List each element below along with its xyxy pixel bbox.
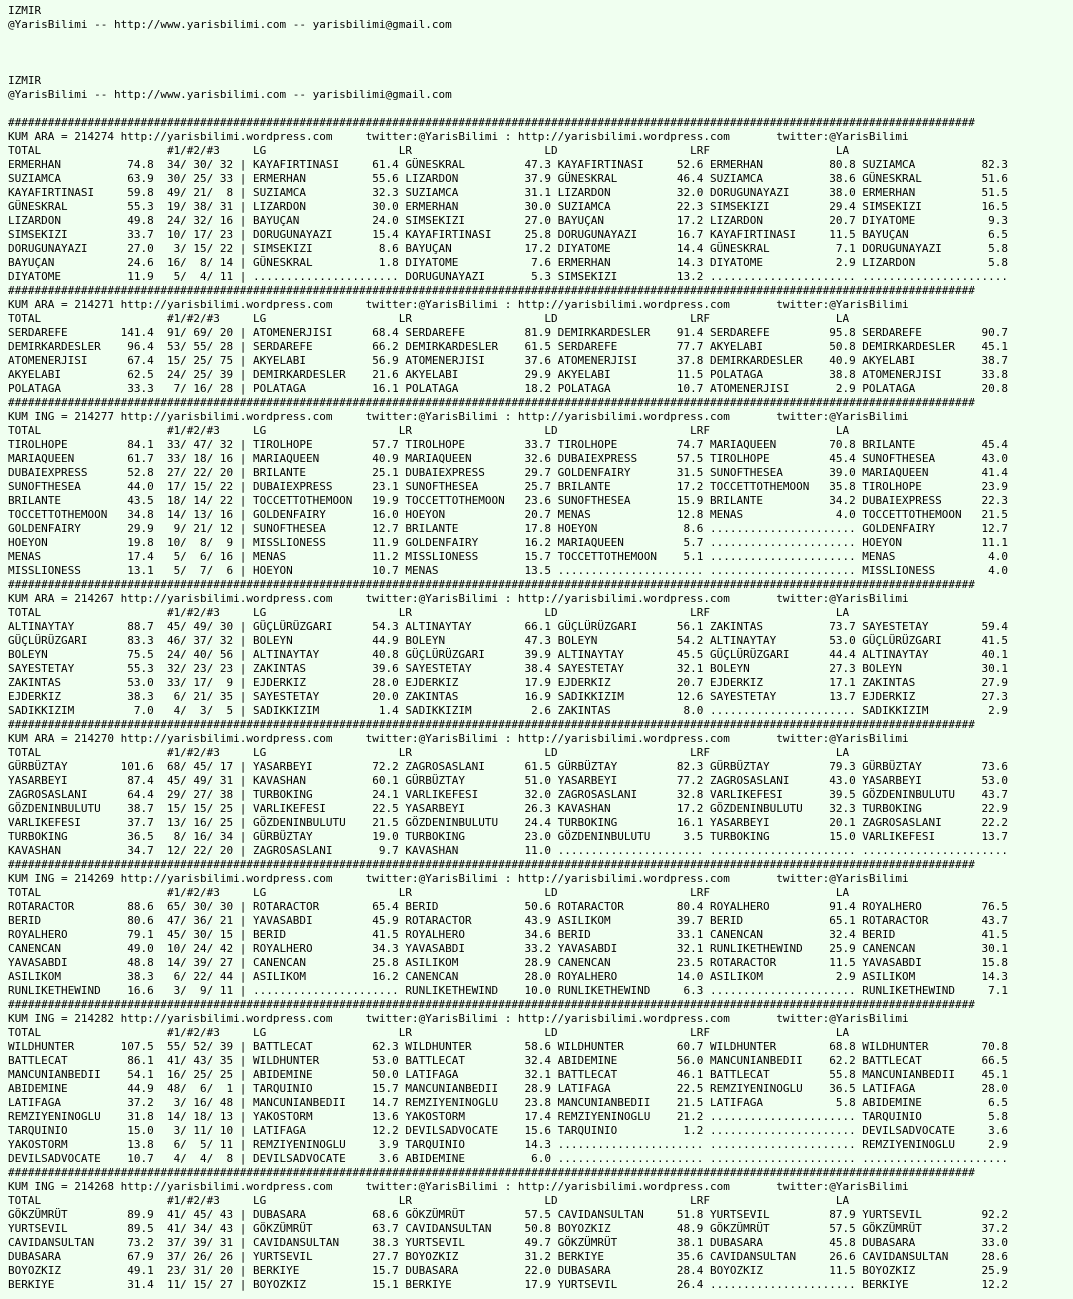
table-row: ABIDEMINE 44.9 48/ 6/ 1 | TARQUINIO 15.7 MANCUNIANBEDII 28.9 LATIFAGA 22.5 REMZIYENINOGLU 36.5 LATIFAGA 28.0 — [8, 1082, 1009, 1095]
table-row: ZAGROSASLANI 64.4 29/ 27/ 38 | TURBOKING 24.1 VARLIKEFESI 32.0 ZAGROSASLANI 32.8 VARLIKEFESI 39.5 GÖZDENINBULUTU 43.7 — [8, 788, 1009, 801]
table-row: VARLIKEFESI 37.7 13/ 16/ 25 | GÖZDENINBULUTU 21.5 GÖZDENINBULUTU 24.4 TURBOKING 16.1 YASARBEYI 20.1 ZAGROSASLANI 22.2 — [8, 816, 1009, 829]
separator-line: ################################################################################################################################################## — [8, 858, 975, 871]
table-row: YASARBEYI 87.4 45/ 49/ 31 | KAVASHAN 60.1 GÜRBÜZTAY 51.0 YASARBEYI 77.2 ZAGROSASLANI 43.0 YASARBEYI 53.0 — [8, 774, 1009, 787]
table-row: MANCUNIANBEDII 54.1 16/ 25/ 25 | ABIDEMINE 50.0 LATIFAGA 32.1 BATTLECAT 46.1 BATTLECAT 55.8 MANCUNIANBEDII 45.1 — [8, 1068, 1009, 1081]
table-row: REMZIYENINOGLU 31.8 14/ 18/ 13 | YAKOSTORM 13.6 YAKOSTORM 17.4 REMZIYENINOGLU 21.2 ...................... TARQUINIO 5.8 — [8, 1110, 1009, 1123]
table-row: SIMSEKIZI 33.7 10/ 17/ 23 | DORUGUNAYAZI 15.4 KAYAFIRTINASI 25.8 DORUGUNAYAZI 16.7 KAYAFIRTINASI 11.5 BAYUÇAN 6.5 — [8, 228, 1009, 241]
race-header-line: KUM ARA = 214270 http://yarisbilimi.wordpress.com twitter:@YarisBilimi : http://yarisbilimi.wordpress.com twitter:@YarisBilimi — [8, 732, 909, 745]
separator-line: ################################################################################################################################################## — [8, 284, 975, 297]
table-row: DEMIRKARDESLER 96.4 53/ 55/ 28 | SERDAREFE 66.2 DEMIRKARDESLER 61.5 SERDAREFE 77.7 AKYELABI 50.8 DEMIRKARDESLER 45.1 — [8, 340, 1009, 353]
city-title: IZMIR — [8, 4, 42, 17]
table-row: AKYELABI 62.5 24/ 25/ 39 | DEMIRKARDESLER 21.6 AKYELABI 29.9 AKYELABI 11.5 POLATAGA 38.8 ATOMENERJISI 33.8 — [8, 368, 1009, 381]
table-row: POLATAGA 33.3 7/ 16/ 28 | POLATAGA 16.1 POLATAGA 18.2 POLATAGA 10.7 ATOMENERJISI 2.9 POLATAGA 20.8 — [8, 382, 1009, 395]
table-row: TURBOKING 36.5 8/ 16/ 34 | GÜRBÜZTAY 19.0 TURBOKING 23.0 GÖZDENINBULUTU 3.5 TURBOKING 15.0 VARLIKEFESI 13.7 — [8, 830, 1009, 843]
race-header-line: KUM ING = 214269 http://yarisbilimi.wordpress.com twitter:@YarisBilimi : http://yarisbilimi.wordpress.com twitter:@YarisBilimi — [8, 872, 909, 885]
table-row: DUBASARA 67.9 37/ 26/ 26 | YURTSEVIL 27.7 BOYOZKIZ 31.2 BERKIYE 35.6 CAVIDANSULTAN 26.6 CAVIDANSULTAN 28.6 — [8, 1250, 1009, 1263]
table-row: GÖKZÜMRÜT 89.9 41/ 45/ 43 | DUBASARA 68.6 GÖKZÜMRÜT 57.5 CAVIDANSULTAN 51.8 YURTSEVIL 87.9 YURTSEVIL 92.2 — [8, 1208, 1009, 1221]
table-row: KAYAFIRTINASI 59.8 49/ 21/ 8 | SUZIAMCA 32.3 SUZIAMCA 31.1 LIZARDON 32.0 DORUGUNAYAZI 38.0 ERMERHAN 51.5 — [8, 186, 1009, 199]
separator-line: ################################################################################################################################################## — [8, 718, 975, 731]
column-header-line: TOTAL #1/#2/#3 LG LR LD LRF LA — [8, 886, 850, 899]
blank-line — [8, 60, 1065, 74]
race-header-line: KUM ING = 214277 http://yarisbilimi.wordpress.com twitter:@YarisBilimi : http://yarisbilimi.wordpress.com twitter:@YarisBilimi — [8, 410, 909, 423]
blank-line — [8, 102, 1065, 116]
table-row: BRILANTE 43.5 18/ 14/ 22 | TOCCETTOTHEMOON 19.9 TOCCETTOTHEMOON 23.6 SUNOFTHESEA 15.9 BRILANTE 34.2 DUBAIEXPRESS 22.3 — [8, 494, 1009, 507]
table-row: MARIAQUEEN 61.7 33/ 18/ 16 | MARIAQUEEN 40.9 MARIAQUEEN 32.6 DUBAIEXPRESS 57.5 TIROLHOPE 45.4 SUNOFTHESEA 43.0 — [8, 452, 1009, 465]
table-row: SERDAREFE 141.4 91/ 69/ 20 | ATOMENERJISI 68.4 SERDAREFE 81.9 DEMIRKARDESLER 91.4 SERDAREFE 95.8 SERDAREFE 90.7 — [8, 326, 1009, 339]
table-row: ERMERHAN 74.8 34/ 30/ 32 | KAYAFIRTINASI 61.4 GÜNESKRAL 47.3 KAYAFIRTINASI 52.6 ERMERHAN 80.8 SUZIAMCA 82.3 — [8, 158, 1009, 171]
table-row: GÜNESKRAL 55.3 19/ 38/ 31 | LIZARDON 30.0 ERMERHAN 30.0 SUZIAMCA 22.3 SIMSEKIZI 29.4 SIMSEKIZI 16.5 — [8, 200, 1009, 213]
table-row: CAVIDANSULTAN 73.2 37/ 39/ 31 | CAVIDANSULTAN 38.3 YURTSEVIL 49.7 GÖKZÜMRÜT 38.1 DUBASARA 45.8 DUBASARA 33.0 — [8, 1236, 1009, 1249]
separator-line: ################################################################################################################################################## — [8, 396, 975, 409]
race-header-line: KUM ARA = 214274 http://yarisbilimi.wordpress.com twitter:@YarisBilimi : http://yarisbilimi.wordpress.com twitter:@YarisBilimi — [8, 130, 909, 143]
table-row: DORUGUNAYAZI 27.0 3/ 15/ 22 | SIMSEKIZI 8.6 BAYUÇAN 17.2 DIYATOME 14.4 GÜNESKRAL 7.1 DORUGUNAYAZI 5.8 — [8, 242, 1009, 255]
table-row: BERID 80.6 47/ 36/ 21 | YAVASABDI 45.9 ROTARACTOR 43.9 ASILIKOM 39.7 BERID 65.1 ROTARACTOR 43.7 — [8, 914, 1009, 927]
table-row: KAVASHAN 34.7 12/ 22/ 20 | ZAGROSASLANI 9.7 KAVASHAN 11.0 ...................... ...................... ...................... — [8, 844, 1009, 857]
race-header-line: KUM ARA = 214267 http://yarisbilimi.wordpress.com twitter:@YarisBilimi : http://yarisbilimi.wordpress.com twitter:@YarisBilimi — [8, 592, 909, 605]
contact-line: @YarisBilimi -- http://www.yarisbilimi.com -- yarisbilimi@gmail.com — [8, 88, 452, 101]
column-header-line: TOTAL #1/#2/#3 LG LR LD LRF LA — [8, 1026, 850, 1039]
separator-line: ################################################################################################################################################## — [8, 116, 975, 129]
table-row: ALTINAYTAY 88.7 45/ 49/ 30 | GÜÇLÜRÜZGARI 54.3 ALTINAYTAY 66.1 GÜÇLÜRÜZGARI 56.1 ZAKINTAS 73.7 SAYESTETAY 59.4 — [8, 620, 1009, 633]
table-row: YAKOSTORM 13.8 6/ 5/ 11 | REMZIYENINOGLU 3.9 TARQUINIO 14.3 ...................... ...................... REMZIYENINOGLU 2.9 — [8, 1138, 1009, 1151]
table-row: SADIKKIZIM 7.0 4/ 3/ 5 | SADIKKIZIM 1.4 SADIKKIZIM 2.6 ZAKINTAS 8.0 ...................... SADIKKIZIM 2.9 — [8, 704, 1009, 717]
table-row: ASILIKOM 38.3 6/ 22/ 44 | ASILIKOM 16.2 CANENCAN 28.0 ROYALHERO 14.0 ASILIKOM 2.9 ASILIKOM 14.3 — [8, 970, 1009, 983]
table-row: TOCCETTOTHEMOON 34.8 14/ 13/ 16 | GOLDENFAIRY 16.0 HOEYON 20.7 MENAS 12.8 MENAS 4.0 TOCCETTOTHEMOON 21.5 — [8, 508, 1009, 521]
table-row: BOYOZKIZ 49.1 23/ 31/ 20 | BERKIYE 15.7 DUBASARA 22.0 DUBASARA 28.4 BOYOZKIZ 11.5 BOYOZKIZ 25.9 — [8, 1264, 1009, 1277]
separator-line: ################################################################################################################################################## — [8, 1166, 975, 1179]
table-row: SAYESTETAY 55.3 32/ 23/ 23 | ZAKINTAS 39.6 SAYESTETAY 38.4 SAYESTETAY 32.1 BOLEYN 27.3 BOLEYN 30.1 — [8, 662, 1009, 675]
separator-line: ################################################################################################################################################## — [8, 578, 975, 591]
table-row: DUBAIEXPRESS 52.8 27/ 22/ 20 | BRILANTE 25.1 DUBAIEXPRESS 29.7 GOLDENFAIRY 31.5 SUNOFTHESEA 39.0 MARIAQUEEN 41.4 — [8, 466, 1009, 479]
separator-line: ################################################################################################################################################## — [8, 998, 975, 1011]
table-row: DEVILSADVOCATE 10.7 4/ 4/ 8 | DEVILSADVOCATE 3.6 ABIDEMINE 6.0 ...................... ...................... ...................... — [8, 1152, 1009, 1165]
table-row: TARQUINIO 15.0 3/ 11/ 10 | LATIFAGA 12.2 DEVILSADVOCATE 15.6 TARQUINIO 1.2 ...................... DEVILSADVOCATE 3.6 — [8, 1124, 1009, 1137]
table-row: MENAS 17.4 5/ 6/ 16 | MENAS 11.2 MISSLIONESS 15.7 TOCCETTOTHEMOON 5.1 ...................... MENAS 4.0 — [8, 550, 1009, 563]
table-row: ROTARACTOR 88.6 65/ 30/ 30 | ROTARACTOR 65.4 BERID 50.6 ROTARACTOR 80.4 ROYALHERO 91.4 ROYALHERO 76.5 — [8, 900, 1009, 913]
table-row: BATTLECAT 86.1 41/ 43/ 35 | WILDHUNTER 53.0 BATTLECAT 32.4 ABIDEMINE 56.0 MANCUNIANBEDII 62.2 BATTLECAT 66.5 — [8, 1054, 1009, 1067]
blank-line — [8, 46, 1065, 60]
column-header-line: TOTAL #1/#2/#3 LG LR LD LRF LA — [8, 1194, 850, 1207]
table-row: GOLDENFAIRY 29.9 9/ 21/ 12 | SUNOFTHESEA 12.7 BRILANTE 17.8 HOEYON 8.6 ...................... GOLDENFAIRY 12.7 — [8, 522, 1009, 535]
table-row: BAYUÇAN 24.6 16/ 8/ 14 | GÜNESKRAL 1.8 DIYATOME 7.6 ERMERHAN 14.3 DIYATOME 2.9 LIZARDON 5.8 — [8, 256, 1009, 269]
column-header-line: TOTAL #1/#2/#3 LG LR LD LRF LA — [8, 424, 850, 437]
blank-line — [8, 32, 1065, 46]
table-row: CANENCAN 49.0 10/ 24/ 42 | ROYALHERO 34.3 YAVASABDI 33.2 YAVASABDI 32.1 RUNLIKETHEWIND 25.9 CANENCAN 30.1 — [8, 942, 1009, 955]
table-row: DIYATOME 11.9 5/ 4/ 11 | ...................... DORUGUNAYAZI 5.3 SIMSEKIZI 13.2 ...................... ...................... — [8, 270, 1009, 283]
column-header-line: TOTAL #1/#2/#3 LG LR LD LRF LA — [8, 606, 850, 619]
table-row: ROYALHERO 79.1 45/ 30/ 15 | BERID 41.5 ROYALHERO 34.6 BERID 33.1 CANENCAN 32.4 BERID 41.5 — [8, 928, 1009, 941]
contact-line: @YarisBilimi -- http://www.yarisbilimi.com -- yarisbilimi@gmail.com — [8, 18, 452, 31]
table-row: BOLEYN 75.5 24/ 40/ 56 | ALTINAYTAY 40.8 GÜÇLÜRÜZGARI 39.9 ALTINAYTAY 45.5 GÜÇLÜRÜZGARI 44.4 ALTINAYTAY 40.1 — [8, 648, 1009, 661]
column-header-line: TOTAL #1/#2/#3 LG LR LD LRF LA — [8, 144, 850, 157]
table-row: WILDHUNTER 107.5 55/ 52/ 39 | BATTLECAT 62.3 WILDHUNTER 58.6 WILDHUNTER 60.7 WILDHUNTER 68.8 WILDHUNTER 70.8 — [8, 1040, 1009, 1053]
race-header-line: KUM ING = 214282 http://yarisbilimi.wordpress.com twitter:@YarisBilimi : http://yarisbilimi.wordpress.com twitter:@YarisBilimi — [8, 1012, 909, 1025]
table-row: SUZIAMCA 63.9 30/ 25/ 33 | ERMERHAN 55.6 LIZARDON 37.9 GÜNESKRAL 46.4 SUZIAMCA 38.6 GÜNESKRAL 51.6 — [8, 172, 1009, 185]
column-header-line: TOTAL #1/#2/#3 LG LR LD LRF LA — [8, 312, 850, 325]
city-title: IZMIR — [8, 74, 42, 87]
table-row: YAVASABDI 48.8 14/ 39/ 27 | CANENCAN 25.8 ASILIKOM 28.9 CANENCAN 23.5 ROTARACTOR 11.5 YAVASABDI 15.8 — [8, 956, 1009, 969]
table-row: RUNLIKETHEWIND 16.6 3/ 9/ 11 | ...................... RUNLIKETHEWIND 10.0 RUNLIKETHEWIND 6.3 ...................... RUNLIKETHEWIND 7.1 — [8, 984, 1009, 997]
table-row: BERKIYE 31.4 11/ 15/ 27 | BOYOZKIZ 15.1 BERKIYE 17.9 YURTSEVIL 26.4 ...................... BERKIYE 12.2 — [8, 1278, 1009, 1291]
table-row: MISSLIONESS 13.1 5/ 7/ 6 | HOEYON 10.7 MENAS 13.5 ...................... ...................... MISSLIONESS 4.0 — [8, 564, 1009, 577]
table-row: YURTSEVIL 89.5 41/ 34/ 43 | GÖKZÜMRÜT 63.7 CAVIDANSULTAN 50.8 BOYOZKIZ 48.9 GÖKZÜMRÜT 57.5 GÖKZÜMRÜT 37.2 — [8, 1222, 1009, 1235]
table-row: SUNOFTHESEA 44.0 17/ 15/ 22 | DUBAIEXPRESS 23.1 SUNOFTHESEA 25.7 BRILANTE 17.2 TOCCETTOTHEMOON 35.8 TIROLHOPE 23.9 — [8, 480, 1009, 493]
race-header-line: KUM ING = 214268 http://yarisbilimi.wordpress.com twitter:@YarisBilimi : http://yarisbilimi.wordpress.com twitter:@YarisBilimi — [8, 1180, 909, 1193]
column-header-line: TOTAL #1/#2/#3 LG LR LD LRF LA — [8, 746, 850, 759]
table-row: LATIFAGA 37.2 3/ 16/ 48 | MANCUNIANBEDII 14.7 REMZIYENINOGLU 23.8 MANCUNIANBEDII 21.5 LATIFAGA 5.8 ABIDEMINE 6.5 — [8, 1096, 1009, 1109]
table-row: ATOMENERJISI 67.4 15/ 25/ 75 | AKYELABI 56.9 ATOMENERJISI 37.6 ATOMENERJISI 37.8 DEMIRKARDESLER 40.9 AKYELABI 38.7 — [8, 354, 1009, 367]
table-row: GÜÇLÜRÜZGARI 83.3 46/ 37/ 32 | BOLEYN 44.9 BOLEYN 47.3 BOLEYN 54.2 ALTINAYTAY 53.0 GÜÇLÜRÜZGARI 41.5 — [8, 634, 1009, 647]
race-header-line: KUM ARA = 214271 http://yarisbilimi.wordpress.com twitter:@YarisBilimi : http://yarisbilimi.wordpress.com twitter:@YarisBilimi — [8, 298, 909, 311]
table-row: GÜRBÜZTAY 101.6 68/ 45/ 17 | YASARBEYI 72.2 ZAGROSASLANI 61.5 GÜRBÜZTAY 82.3 GÜRBÜZTAY 79.3 GÜRBÜZTAY 73.6 — [8, 760, 1009, 773]
table-row: ZAKINTAS 53.0 33/ 17/ 9 | EJDERKIZ 28.0 EJDERKIZ 17.9 EJDERKIZ 20.7 EJDERKIZ 17.1 ZAKINTAS 27.9 — [8, 676, 1009, 689]
table-row: EJDERKIZ 38.3 6/ 21/ 35 | SAYESTETAY 20.0 ZAKINTAS 16.9 SADIKKIZIM 12.6 SAYESTETAY 13.7 EJDERKIZ 27.3 — [8, 690, 1009, 703]
table-row: GÖZDENINBULUTU 38.7 15/ 15/ 25 | VARLIKEFESI 22.5 YASARBEYI 26.3 KAVASHAN 17.2 GÖZDENINBULUTU 32.3 TURBOKING 22.9 — [8, 802, 1009, 815]
table-row: LIZARDON 49.8 24/ 32/ 16 | BAYUÇAN 24.0 SIMSEKIZI 27.0 BAYUÇAN 17.2 LIZARDON 20.7 DIYATOME 9.3 — [8, 214, 1009, 227]
table-row: HOEYON 19.8 10/ 8/ 9 | MISSLIONESS 11.9 GOLDENFAIRY 16.2 MARIAQUEEN 5.7 ...................... HOEYON 11.1 — [8, 536, 1009, 549]
table-row: TIROLHOPE 84.1 33/ 47/ 32 | TIROLHOPE 57.7 TIROLHOPE 33.7 TIROLHOPE 74.7 MARIAQUEEN 70.8 BRILANTE 45.4 — [8, 438, 1009, 451]
